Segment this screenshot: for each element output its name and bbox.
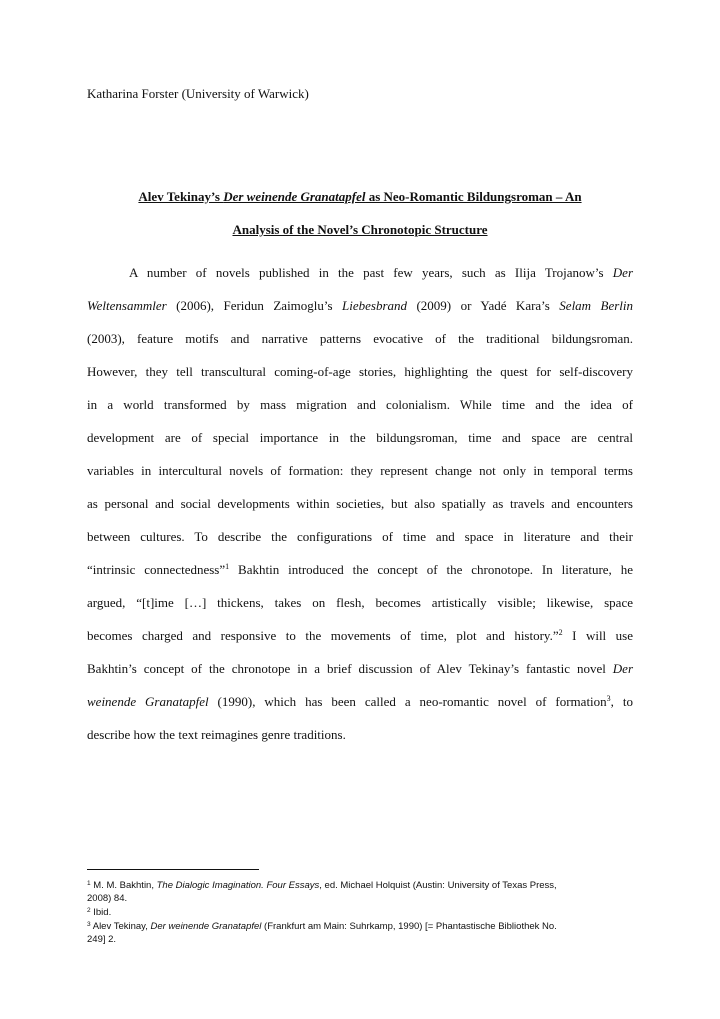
body-line: becomes charged and responsive to the movements of time, plot and history.”$^2$ I will use xyxy=(87,628,633,643)
author-line: Katharina Forster (University of Warwick) xyxy=(87,86,309,101)
body-line: “intrinsic connectedness”$^1$ Bakhtin introduced the concept of the chronotope. In literature, he xyxy=(87,562,633,577)
body-line: weinende Granatapfel (1990), which has been called a neo-romantic novel of formation$^3$, to xyxy=(87,694,633,709)
footnote-ref-3: 3 xyxy=(606,694,611,703)
body-line: between cultures. To describe the configurations of time and space in literature and their xyxy=(87,529,633,544)
body-line: development are of special importance in the bildungsroman, time and space are central xyxy=(87,430,633,445)
footnote-separator xyxy=(87,869,259,870)
body-line: Weltensammler (2006), Feridun Zaimoglu’s Liebesbrand (2009) or Yadé Kara’s Selam Berlin xyxy=(87,298,634,313)
body-line: A number of novels published in the past few years, such as Ilija Trojanow’s Der xyxy=(129,265,633,280)
body-line: describe how the text reimagines genre traditions. xyxy=(87,727,346,742)
body-line: Bakhtin’s concept of the chronotope in a brief discussion of Alev Tekinay’s fantastic novel Der xyxy=(87,661,633,676)
body-line: However, they tell transcultural coming-of-age stories, highlighting the quest for self-discovery xyxy=(87,364,633,379)
footnote-1: $^1$ M. M. Bakhtin, The Dialogic Imagination. Four Essays, ed. Michael Holquist (Austin: University of Texas Press, 2008) 84. xyxy=(87,880,557,904)
footnote-ref-1: 1 xyxy=(225,562,230,571)
body-line: variables in intercultural novels of formation: they represent change not only in temporal terms xyxy=(87,463,633,478)
body-line: as personal and social developments within societies, but also spatially as travels and encounters xyxy=(87,496,633,511)
footnote-ref-2: 2 xyxy=(558,628,563,637)
body-line: in a world transformed by mass migration and colonialism. While time and the idea of xyxy=(87,397,633,412)
body-line: (2003), feature motifs and narrative patterns evocative of the traditional bildungsroman. xyxy=(87,331,633,346)
footnote-2: $^2$ Ibid. xyxy=(87,907,112,918)
paper-title-line-2: Analysis of the Novel’s Chronotopic Structure xyxy=(232,222,488,237)
body-line: argued, “[t]ime […] thickens, takes on flesh, becomes artistically visible; likewise, space xyxy=(87,595,633,610)
footnote-3: $^3$ Alev Tekinay, Der weinende Granatapfel (Frankfurt am Main: Suhrkamp, 1990) [= Phantastische Bibliothek No. 249] 2. xyxy=(87,921,557,945)
paper-title-line-1: Alev Tekinay’s Der weinende Granatapfel as Neo-Romantic Bildungsroman – An xyxy=(138,189,582,204)
